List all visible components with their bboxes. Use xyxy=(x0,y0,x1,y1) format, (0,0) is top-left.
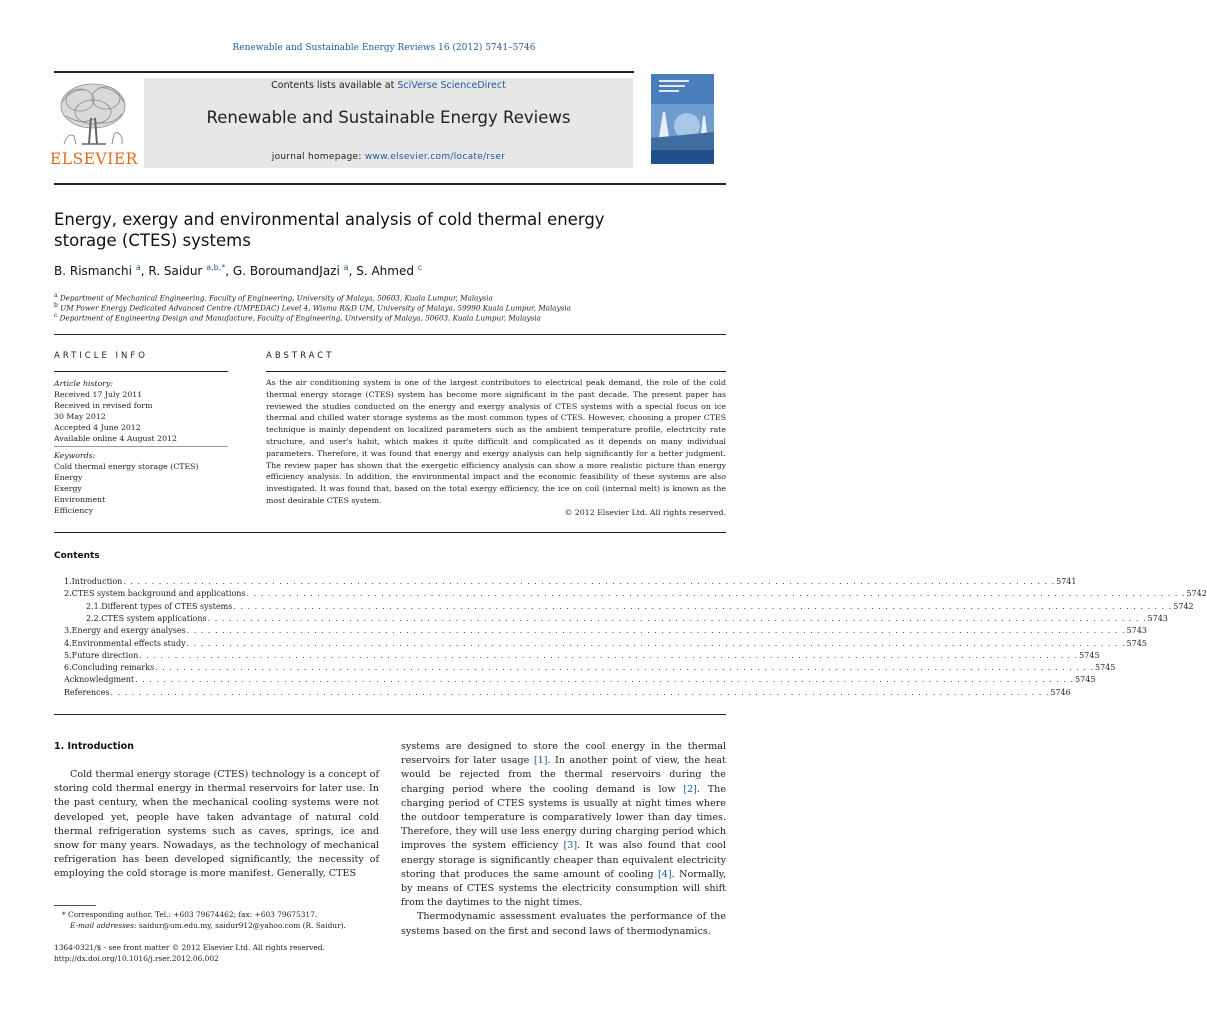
toc-label: Introduction xyxy=(71,577,123,586)
keyword: Environment xyxy=(54,495,106,504)
toc-page: 5745 xyxy=(1075,675,1096,685)
author-list: B. Rismanchi $^a$, R. Saidur $^{a,b,*}$, G. BoroumandJazi $^a$, S. Ahmed $^c$ xyxy=(54,263,423,278)
affiliation-mark: a xyxy=(54,292,58,299)
masthead-bottom-rule xyxy=(54,183,726,185)
toc-entry[interactable] xyxy=(54,663,1116,675)
doi-link[interactable]: http://dx.doi.org/10.1016/j.rser.2012.06.002 xyxy=(54,954,219,963)
corresponding-author-note xyxy=(54,909,392,931)
author-affiliation-mark[interactable]: a,b,* xyxy=(206,263,226,272)
toc-leader: . . . . . . . . . . . . . . . . . . . . . . . . . . . . . . . . . . . . . . . . . . . . . . . . . . . . . . . . . . . . . . . . . . . . . . . . . . . . . . . . . . . . . . . . . . . . . . . . . . . . . . . . . . . . . . . . . . . . . . . . . . . . . . . . . . . . . xyxy=(135,675,1075,685)
author-name: S. Ahmed xyxy=(356,264,414,278)
toc-page: 5745 xyxy=(1126,638,1147,648)
toc-number: 3. xyxy=(64,626,72,636)
toc-page: 5742 xyxy=(1173,601,1194,611)
history-item: Received in revised form xyxy=(54,401,153,410)
article-title-line: storage (CTES) systems xyxy=(54,231,251,250)
toc-entry[interactable] xyxy=(54,613,1168,626)
toc-number: 2. xyxy=(64,589,72,599)
affiliation-text: UM Power Energy Dedicated Advanced Centre (UMPEDAC) Level 4, Wisma R&D UM, University of Malaya, 59990 Kuala Lumpur, Malaysia xyxy=(60,303,571,313)
author-name: B. Rismanchi xyxy=(54,264,132,278)
keyword: Energy xyxy=(54,473,83,482)
footnote-rule xyxy=(54,905,96,906)
article-history xyxy=(54,378,228,444)
journal-title: Renewable and Sustainable Energy Reviews xyxy=(206,108,571,127)
left-column-text xyxy=(54,768,379,882)
history-item: Received 17 July 2011 xyxy=(54,390,143,399)
paragraph-text: . Normally, by means of CTES systems the electricity consumption will shift from the daytimes to the night times. xyxy=(401,868,726,909)
toc-leader: . . . . . . . . . . . . . . . . . . . . . . . . . . . . . . . . . . . . . . . . . . . . . . . . . . . . . . . . . . . . . . . . . . . . . . . . . . . . . . . . . . . . . . . . . . . . . . . . . . . . . . . . . . . . . . . . . . . . . . . . . . . . . . . . . . . . . xyxy=(155,663,1094,673)
author-name: R. Saidur xyxy=(148,264,203,278)
paragraph-text: systems are designed to store the cool energy in the thermal reservoirs for later usage xyxy=(401,741,726,767)
journal-cover-thumbnail-icon[interactable] xyxy=(651,74,714,164)
paragraph xyxy=(401,740,726,910)
toc-number: 6. xyxy=(64,663,72,673)
title-block-rule xyxy=(54,334,726,335)
keyword: Efficiency xyxy=(54,506,93,515)
toc-entry[interactable] xyxy=(54,601,1194,614)
abstract-body xyxy=(266,377,726,519)
toc-page: 5746 xyxy=(1050,687,1071,697)
abstract-copyright: © 2012 Elsevier Ltd. All rights reserved. xyxy=(564,507,726,517)
article-title-line: Energy, exergy and environmental analysis of cold thermal energy xyxy=(54,210,605,229)
toc-label: Energy and exergy analyses xyxy=(71,626,186,636)
right-column-text xyxy=(401,740,726,939)
toc-entry[interactable] xyxy=(54,638,1147,651)
toc-label: Environmental effects study xyxy=(71,638,186,648)
citation-link[interactable]: [1] xyxy=(533,755,548,767)
journal-citation[interactable]: Renewable and Sustainable Energy Reviews 16 (2012) 5741–5746 xyxy=(232,43,536,53)
history-item: 30 May 2012 xyxy=(54,412,106,421)
toc-number: 4. xyxy=(64,638,72,648)
publication-info xyxy=(54,942,384,964)
affiliation-text: Department of Engineering Design and Manufacture, Faculty of Engineering, University of Malaya, 50603, Kuala Lumpur, Malaysia xyxy=(59,313,541,323)
toc-leader: . . . . . . . . . . . . . . . . . . . . . . . . . . . . . . . . . . . . . . . . . . . . . . . . . . . . . . . . . . . . . . . . . . . . . . . . . . . . . . . . . . . . . . . . . . . . . . . . . . . . . . . . . . . . . . . . . . . . . . . . . . . . . . . . . . . . . xyxy=(246,589,1186,599)
email-label: E-mail addresses: xyxy=(70,921,137,930)
toc-label: References xyxy=(64,687,110,697)
affiliation-mark: c xyxy=(54,312,58,319)
abstract-rule xyxy=(266,371,726,372)
toc-entry[interactable] xyxy=(54,650,1100,663)
toc-label: Acknowledgment xyxy=(64,675,135,685)
author-affiliation-mark[interactable]: a xyxy=(135,263,141,272)
author-affiliation-mark[interactable]: a xyxy=(343,263,349,272)
toc-label: Different types of CTES systems xyxy=(101,601,233,611)
toc-leader: . . . . . . . . . . . . . . . . . . . . . . . . . . . . . . . . . . . . . . . . . . . . . . . . . . . . . . . . . . . . . . . . . . . . . . . . . . . . . . . . . . . . . . . . . . . . . . . . . . . . . . . . . . . . . . . . . . . . . . . . . . . . . . . . . . . . . xyxy=(207,613,1147,623)
toc-page: 5743 xyxy=(1147,613,1168,623)
toc-number: 1. xyxy=(64,577,72,586)
corresponding-author-text: * Corresponding author. Tel.: +603 79674462; fax: +603 79675317. xyxy=(62,910,318,919)
toc-entry[interactable] xyxy=(54,687,1071,700)
abstract-bottom-rule xyxy=(54,532,726,533)
abstract-heading: ABSTRACT xyxy=(266,351,335,361)
affiliation xyxy=(54,292,493,302)
toc-number: 2.1. xyxy=(86,601,102,611)
paragraph-text: . The charging period of CTES systems is usually at night times where the outdoor temperature is comparatively lower than day times. Therefore, they will use less energy during charging period which improves the system efficiency xyxy=(401,783,726,852)
toc-leader: . . . . . . . . . . . . . . . . . . . . . . . . . . . . . . . . . . . . . . . . . . . . . . . . . . . . . . . . . . . . . . . . . . . . . . . . . . . . . . . . . . . . . . . . . . . . . . . . . . . . . . . . . . . . . . . . . . . . . . . . . . . . . . . . . . . . . xyxy=(139,650,1079,660)
paragraph: Cold thermal energy storage (CTES) technology is a concept of storing cold thermal energy in thermal reservoirs for later use. In the past century, when the mechanical cooling systems were not developed yet, people have taken advantage of natural cold thermal refrigeration systems such as caves, springs, ice and snow for many years. Nowadays, as the technology of mechanical refrigeration has been developed significantly, the necessity of employing the cold storage is more manifest. Generally, CTES xyxy=(54,769,379,880)
history-item: Accepted 4 June 2012 xyxy=(54,423,141,432)
toc-entry[interactable] xyxy=(54,675,1096,687)
toc-label: Future direction xyxy=(71,650,139,660)
toc-label: CTES system background and applications xyxy=(71,589,246,599)
sciencedirect-link[interactable]: SciVerse ScienceDirect xyxy=(397,80,506,91)
toc-page: 5745 xyxy=(1079,650,1100,660)
homepage-prefix: journal homepage: xyxy=(271,152,365,162)
toc-page: 5741 xyxy=(1056,577,1077,586)
toc-page: 5742 xyxy=(1186,589,1207,599)
contents-heading: Contents xyxy=(54,551,100,561)
paragraph: Thermodynamic assessment evaluates the performance of the systems based on the first and second laws of thermodynamics. xyxy=(401,911,726,937)
section-heading: 1. Introduction xyxy=(54,741,134,752)
abstract-text: As the air conditioning system is one of the largest contributors to electrical peak demand, the role of the cold thermal energy storage (CTES) system has become more significant in the past decade. The present paper has reviewed the studies conducted on the energy and exergy analysis of CTES systems with a special focus on ice thermal and chilled water storage systems as the most common types of CTES. However, choosing a proper CTES technique is mainly dependent on localized parameters such as the ambient temperature profile, electricity rate structure, and user's habit, which makes it quite difficult and complicated as it depends on many individual parameters. Therefore, it was found that energy and exergy analysis can help significantly for a better judgment. The review paper has shown that the exergetic efficiency analysis can show a more realistic picture than energy efficiency analysis. In addition, the environmental impact and the economic feasibility of these systems are also investigated. It was found that, based on the total exergy efficiency, the ice on coil (internal melt) is known as the most desirable CTES system. xyxy=(266,378,726,505)
keywords-label: Keywords: xyxy=(54,451,96,460)
affiliation xyxy=(54,302,571,312)
citation-link[interactable]: [2] xyxy=(683,783,697,795)
affiliation xyxy=(54,312,541,322)
toc-entry[interactable] xyxy=(54,626,1147,638)
toc-entry[interactable] xyxy=(54,589,1207,601)
toc-leader: . . . . . . . . . . . . . . . . . . . . . . . . . . . . . . . . . . . . . . . . . . . . . . . . . . . . . . . . . . . . . . . . . . . . . . . . . . . . . . . . . . . . . . . . . . . . . . . . . . . . . . . . . . . . . . . . . . . . . . . . . . . . . . . . . . . . xyxy=(123,577,1056,586)
toc-number: 2.2. xyxy=(86,613,102,623)
citation-link[interactable]: [3] xyxy=(563,840,578,852)
issn-line: 1364-0321/$ - see front matter © 2012 Elsevier Ltd. All rights reserved. xyxy=(54,943,325,952)
article-info-rule xyxy=(54,371,228,372)
toc-leader: . . . . . . . . . . . . . . . . . . . . . . . . . . . . . . . . . . . . . . . . . . . . . . . . . . . . . . . . . . . . . . . . . . . . . . . . . . . . . . . . . . . . . . . . . . . . . . . . . . . . . . . . . . . . . . . . . . . . . . . . . . . . . . . . . . . . . xyxy=(186,626,1126,636)
toc-leader: . . . . . . . . . . . . . . . . . . . . . . . . . . . . . . . . . . . . . . . . . . . . . . . . . . . . . . . . . . . . . . . . . . . . . . . . . . . . . . . . . . . . . . . . . . . . . . . . . . . . . . . . . . . . . . . . . . . . . . . . . . . . . . . . . . . . . xyxy=(110,687,1050,697)
keyword: Exergy xyxy=(54,484,82,493)
toc-page: 5743 xyxy=(1126,626,1147,636)
contents-bottom-rule xyxy=(54,714,726,715)
article-info-heading: ARTICLE INFO xyxy=(54,351,148,361)
toc-leader: . . . . . . . . . . . . . . . . . . . . . . . . . . . . . . . . . . . . . . . . . . . . . . . . . . . . . . . . . . . . . . . . . . . . . . . . . . . . . . . . . . . . . . . . . . . . . . . . . . . . . . . . . . . . . . . . . . . . . . . . . . . . . . . . . . . . . xyxy=(186,638,1126,648)
toc-number: 5. xyxy=(64,650,72,660)
email-line xyxy=(62,920,392,931)
keyword: Cold thermal energy storage (CTES) xyxy=(54,462,199,471)
toc-page: 5745 xyxy=(1095,663,1116,673)
toc-leader: . . . . . . . . . . . . . . . . . . . . . . . . . . . . . . . . . . . . . . . . . . . . . . . . . . . . . . . . . . . . . . . . . . . . . . . . . . . . . . . . . . . . . . . . . . . . . . . . . . . . . . . . . . . . . . . . . . . . . . . . . . . . . . . . . . . . . xyxy=(233,601,1173,611)
affiliation-mark: b xyxy=(54,302,58,309)
contents-available-line xyxy=(144,80,633,91)
toc-label: Concluding remarks xyxy=(71,663,155,673)
author-name: G. BoroumandJazi xyxy=(232,264,340,278)
history-item: Available online 4 August 2012 xyxy=(54,434,177,443)
affiliation-text: Department of Mechanical Engineering, Faculty of Engineering, University of Malaya, 50603, Kuala Lumpur, Malaysia xyxy=(59,293,493,303)
paragraph-text: . It was also found that cool energy storage is significantly cheaper than equivalent electricity storing that produces the same amount of cooling xyxy=(401,840,726,880)
keywords-rule xyxy=(54,446,228,447)
masthead-top-rule xyxy=(54,71,634,73)
toc-entry[interactable] xyxy=(54,577,1077,589)
contents-prefix: Contents lists available at xyxy=(271,80,398,91)
paragraph-text: . In another point of view, the heat would be rejected from the thermal reservoirs during the charging period where the cooling demand is low xyxy=(401,755,726,795)
toc-label: CTES system applications xyxy=(101,613,207,623)
homepage-link[interactable]: www.elsevier.com/locate/rser xyxy=(364,152,506,162)
author-affiliation-mark[interactable]: c xyxy=(417,263,423,272)
keywords xyxy=(54,450,228,516)
history-label: Article history: xyxy=(54,379,114,388)
publisher-wordmark[interactable]: ELSEVIER xyxy=(50,150,138,168)
email-addresses[interactable]: saidur@um.edu.my, saidur912@yahoo.com (R. Saidur). xyxy=(136,921,346,930)
journal-homepage-line xyxy=(144,152,633,162)
article-title xyxy=(54,209,674,251)
citation-link[interactable]: [4] xyxy=(658,868,672,880)
